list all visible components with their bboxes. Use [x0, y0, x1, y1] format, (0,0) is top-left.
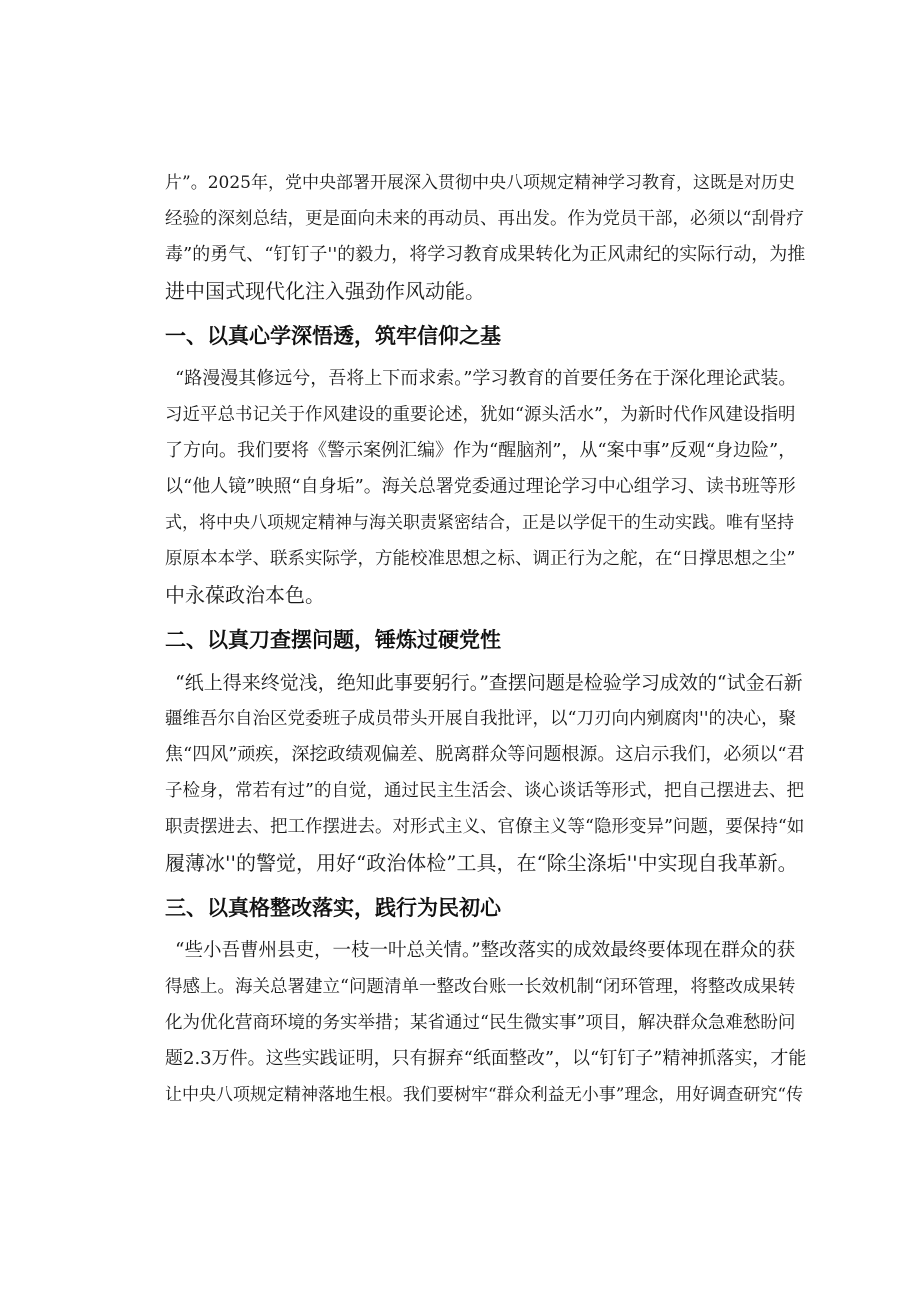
paragraph-line: 履薄冰''的警觉，用好“政治体检”工具，在“除尘涤垢''中实现自我革新。: [165, 851, 798, 875]
paragraph-line: 以“他人镜”映照“自身垢”。海关总署党委通过理论学习中心组学习、读书班等形: [165, 476, 796, 497]
paragraph-line: 原原本本学、联系实际学，方能校准思想之标、调正行为之舵，在“日撑思想之尘”: [165, 549, 796, 569]
paragraph-line: “纸上得来终觉浅，绝知此事要躬行。”查摆问题是检验学习成效的“试金石新: [175, 672, 803, 694]
paragraph-line: 题2.3万件。这些实践证明，只有摒弃“纸面整改”，以“钉钉子”精神抓落实，才能: [165, 1048, 807, 1069]
paragraph-line: 子检身，常若有过”的自觉，通过民主生活会、谈心谈话等形式，把自己摆进去、把: [165, 781, 804, 801]
paragraph-line: 焦“四风”顽疾，深挖政绩观偏差、脱离群众等问题根源。这启示我们，必须以“君: [165, 744, 805, 765]
paragraph-line: 化为优化营商环境的务实举措；某省通过“民生微实事”项目，解决群众急难愁盼问: [165, 1013, 796, 1033]
section-heading: 三、以真格整改落实，践行为民初心: [165, 896, 501, 920]
section-heading: 二、以真刀查摆问题，锤炼过硬党性: [165, 628, 501, 652]
intro-line: 片”。2025年，党中央部署开展深入贯彻中央八项规定精神学习教育，这既是对历史: [165, 173, 795, 193]
section-heading: 一、以真心学深悟透，筑牢信仰之基: [165, 324, 501, 348]
paragraph-line: 让中央八项规定精神落地生根。我们要树牢“群众利益无小事”理念，用好调查研究“传: [165, 1085, 804, 1105]
paragraph-line: “些小吾曹州县吏，一枝一叶总关情。”整改落实的成效最终要体现在群众的获: [175, 940, 796, 961]
intro-line: 毒”的勇气、“钉钉子''的毅力，将学习教育成果转化为正风肃纪的实际行动，为推: [165, 244, 806, 265]
paragraph-line: “路漫漫其修远兮，吾将上下而求索。”学习教育的首要任务在于深化理论武装。: [175, 368, 797, 389]
paragraph-line: 了方向。我们要将《警示案例汇编》作为“醒脑剂”，从“案中事”反观“身边险”，: [165, 440, 797, 461]
paragraph-line: 中永葆政治本色。: [165, 583, 325, 607]
paragraph-line: 得感上。海关总署建立“问题清单一整改台账一长效机制“闭环管理，将整改成果转: [165, 977, 796, 997]
intro-line: 经验的深刻总结，更是面向未来的再动员、再出发。作为党员干部，必须以“刮骨疗: [165, 209, 804, 229]
paragraph-line: 式，将中央八项规定精神与海关职责紧密结合，正是以学促干的生动实践。唯有坚持: [165, 513, 794, 533]
paragraph-line: 职责摆进去、把工作摆进去。对形式主义、官僚主义等“隐形变异”问题，要保持“如: [165, 817, 805, 837]
paragraph-line: 疆维吾尔自治区党委班子成员带头开展自我批评，以“刀刃向内剜腐肉''的决心，聚: [165, 709, 797, 729]
paragraph-line: 习近平总书记关于作风建设的重要论述，犹如“源头活水”，为新时代作风建设指明: [165, 405, 796, 425]
intro-line: 进中国式现代化注入强劲作风动能。: [165, 279, 485, 303]
